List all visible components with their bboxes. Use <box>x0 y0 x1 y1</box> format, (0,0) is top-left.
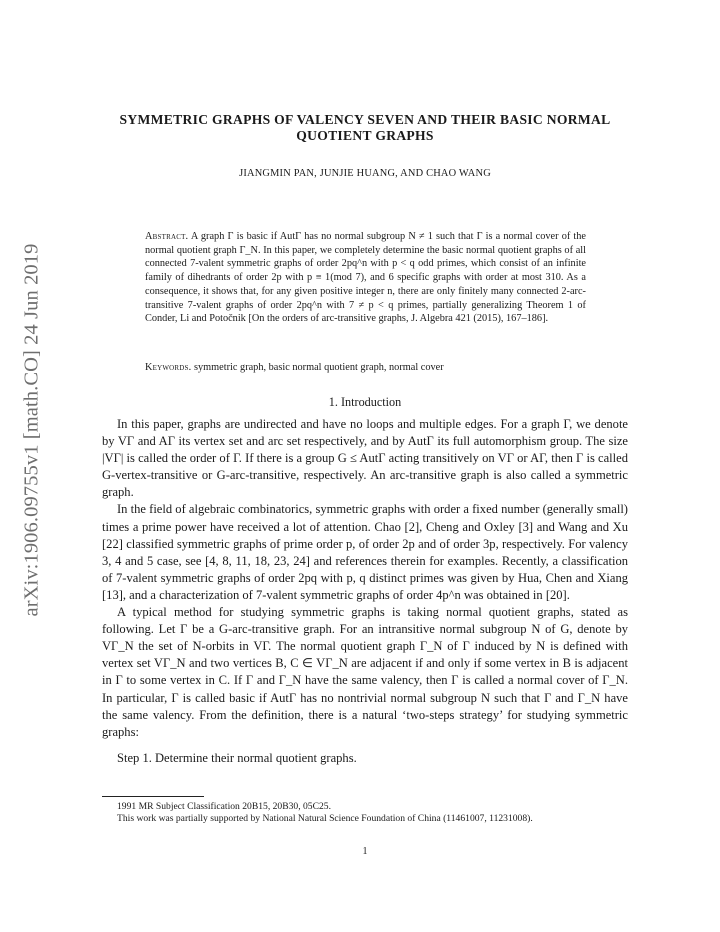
paragraph: In the field of algebraic combinatorics, symmetric graphs with order a fixed number (generally small) times a prime power have received a lot of attention. Chao [2], Cheng and Oxley [3] and Wang and Xu [22] classified symmetric graphs of prime order p, of order 2p and of order 3p, respectively. For valency 3, 4 and 5 case, see [4, 8, 11, 18, 23, 24] and references therein for examples. Recently, a classification of 7-valent symmetric graphs of order 2pq with p, q distinct primes was given by Hua, Chen and Xiang [13], and a characterization of 7-valent symmetric graphs of order 4p^n was obtained in [20]. <box>102 502 628 602</box>
author-list: JIANGMIN PAN, JUNJIE HUANG, AND CHAO WANG <box>239 168 491 179</box>
paragraph: A typical method for studying symmetric graphs is taking normal quotient graphs, stated as following. Let Γ be a G-arc-transitive graph. For an intransitive normal subgroup N of G, denote by VΓ_N the set of N-orbits in VΓ. The normal quotient graph Γ_N of Γ induced by N is defined with vertex set VΓ_N and two vertices B, C ∈ VΓ_N are adjacent if and only if some vertex in B is adjacent in Γ to some vertex in C. If Γ and Γ_N have the same valency, then Γ is called a normal cover of Γ_N. In particular, Γ is called basic if AutΓ has no nontrivial normal subgroup N such that Γ and Γ_N have the same valency. From the definition, there is a natural ‘two-steps strategy’ for studying symmetric graphs: <box>102 605 628 739</box>
footnote: This work was partially supported by National Natural Science Foundation of China (11461007, 11231008). <box>117 813 533 825</box>
abstract-text: A graph Γ is basic if AutΓ has no normal subgroup N ≠ 1 such that Γ is a normal cover of the normal quotient graph Γ_N. In this paper, we completely determine the basic normal quotient graphs of all connected 7-valent symmetric graphs of order 2pq^n with p < q odd primes, which consist of an infinite family of dihedrants of order 2p with p ≡ 1(mod 7), and 6 specific graphs with order at most 310. As a consequence, it shows that, for any given positive integer n, there are only finitely many connected 2-arc-transitive 7-valent graphs of order 2pq^n with 7 ≠ p < q primes, partially generalizing Theorem 1 of Conder, Li and Potočnik [On the orders of arc-transitive graphs, J. Algebra 421 (2015), 167–186]. <box>145 231 586 325</box>
footnote-rule <box>102 796 204 797</box>
keywords-text: symmetric graph, basic normal quotient graph, normal cover <box>194 362 444 373</box>
arxiv-stamp-text: arXiv:1906.09755v1 [math.CO] 24 Jun 2019 <box>20 243 43 617</box>
step-1: Step 1. Determine their normal quotient graphs. <box>117 750 357 765</box>
body-text <box>102 416 628 767</box>
keywords <box>145 362 586 373</box>
abstract-label: Abstract. <box>145 231 189 242</box>
keywords-label: Keywords. <box>145 362 192 373</box>
footnote: 1991 MR Subject Classification 20B15, 20B30, 05C25. <box>117 801 331 812</box>
abstract <box>145 230 586 326</box>
page-number: 1 <box>362 846 368 857</box>
paper-title: SYMMETRIC GRAPHS OF VALENCY SEVEN AND THEIR BASIC NORMAL QUOTIENT GRAPHS <box>119 112 611 143</box>
footnotes <box>102 801 628 826</box>
paragraph: In this paper, graphs are undirected and have no loops and multiple edges. For a graph Γ, we denote by VΓ and AΓ its vertex set and arc set respectively, and by AutΓ its full automorphism group. The size |VΓ| is called the order of Γ. If there is a group G ≤ AutΓ acting transitively on VΓ or AΓ, then Γ is called G-vertex-transitive or G-arc-transitive, respectively. An arc-transitive graph is also called a symmetric graph. <box>102 417 628 500</box>
arxiv-stamp <box>14 210 50 650</box>
section-heading: 1. Introduction <box>328 395 402 409</box>
